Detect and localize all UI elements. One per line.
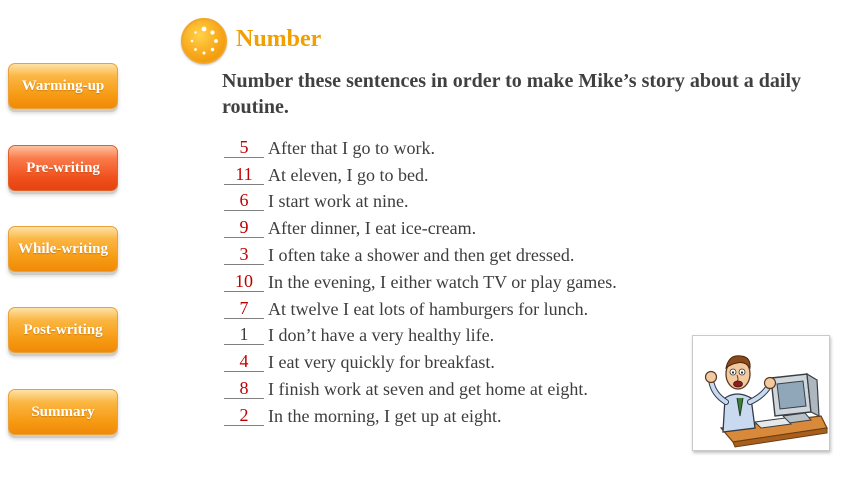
sentence-row — [224, 345, 617, 372]
answer-blank[interactable]: 11 — [224, 165, 264, 185]
sentence-row — [224, 185, 617, 212]
nav-button-while-writing[interactable]: While-writing — [8, 226, 118, 272]
answer-blank[interactable]: 10 — [224, 272, 264, 292]
answer-blank[interactable]: 9 — [224, 218, 264, 238]
nav-button-post-writing[interactable]: Post-writing — [8, 307, 118, 353]
answer-blank[interactable]: 7 — [224, 299, 264, 319]
nav-button-warming-up[interactable]: Warming-up — [8, 63, 118, 109]
sentence-text: I eat very quickly for breakfast. — [268, 352, 495, 373]
sentence-text: In the morning, I get up at eight. — [268, 405, 502, 426]
answer-blank[interactable]: 8 — [224, 379, 264, 399]
answer-blank[interactable]: 5 — [224, 138, 264, 158]
sentence-row — [224, 292, 617, 319]
instruction-text: Number these sentences in order to make Mike’s story about a daily routine. — [222, 70, 802, 118]
page-title: Number — [236, 26, 322, 52]
sentence-row — [224, 131, 617, 158]
sentence-text: After that I go to work. — [268, 137, 435, 158]
sentence-list — [224, 131, 617, 426]
nav-button-pre-writing[interactable]: Pre-writing — [8, 145, 118, 191]
man-at-computer-illustration — [692, 335, 830, 451]
nav-button-summary[interactable]: Summary — [8, 389, 118, 435]
answer-blank[interactable]: 3 — [224, 245, 264, 265]
answer-blank[interactable]: 2 — [224, 406, 264, 426]
sentence-text: I often take a shower and then get dressed. — [268, 244, 575, 265]
answer-blank[interactable]: 1 — [224, 325, 264, 345]
answer-blank[interactable]: 6 — [224, 191, 264, 211]
sentence-row — [224, 158, 617, 185]
sentence-row — [224, 211, 617, 238]
sentence-text: At eleven, I go to bed. — [268, 164, 429, 185]
sentence-row — [224, 372, 617, 399]
sentence-text: In the evening, I either watch TV or play games. — [268, 271, 617, 292]
sentence-row — [224, 265, 617, 292]
sentence-text: I finish work at seven and get home at eight. — [268, 378, 588, 399]
sentence-text: After dinner, I eat ice-cream. — [268, 218, 477, 239]
sentence-row — [224, 319, 617, 346]
answer-blank[interactable]: 4 — [224, 352, 264, 372]
dots-circle-icon — [181, 18, 227, 64]
sentence-text: I don’t have a very healthy life. — [268, 325, 495, 346]
sentence-text: I start work at nine. — [268, 191, 409, 212]
sentence-row — [224, 238, 617, 265]
sentence-text: At twelve I eat lots of hamburgers for lunch. — [268, 298, 589, 319]
sentence-row — [224, 399, 617, 426]
